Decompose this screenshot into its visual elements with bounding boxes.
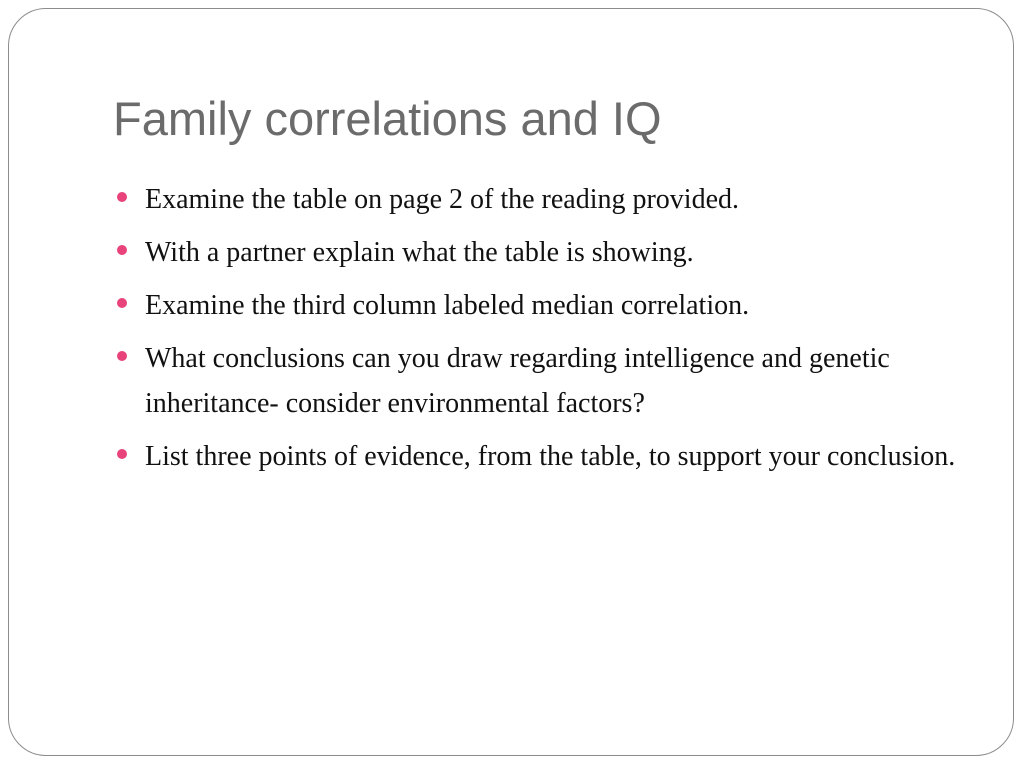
bullet-item <box>117 283 977 328</box>
bullet-dot-icon <box>117 245 127 255</box>
bullet-item <box>117 177 977 222</box>
bullet-text: With a partner explain what the table is showing. <box>145 237 694 268</box>
bullet-dot-icon <box>117 449 127 459</box>
slide-title: Family correlations and IQ <box>113 92 662 145</box>
bullet-item <box>117 434 977 479</box>
bullet-text: What conclusions can you draw regarding intelligence and genetic inheritance- consider environmental factors? <box>145 343 890 419</box>
bullet-dot-icon <box>117 192 127 202</box>
bullet-text: List three points of evidence, from the table, to support your conclusion. <box>145 441 956 472</box>
bullet-item <box>117 230 977 275</box>
bullet-dot-icon <box>117 298 127 308</box>
bullet-list <box>117 177 977 487</box>
slide-frame <box>8 8 1014 756</box>
bullet-item <box>117 336 977 426</box>
bullet-text: Examine the third column labeled median correlation. <box>145 290 750 321</box>
bullet-text: Examine the table on page 2 of the reading provided. <box>145 184 740 215</box>
bullet-dot-icon <box>117 351 127 361</box>
